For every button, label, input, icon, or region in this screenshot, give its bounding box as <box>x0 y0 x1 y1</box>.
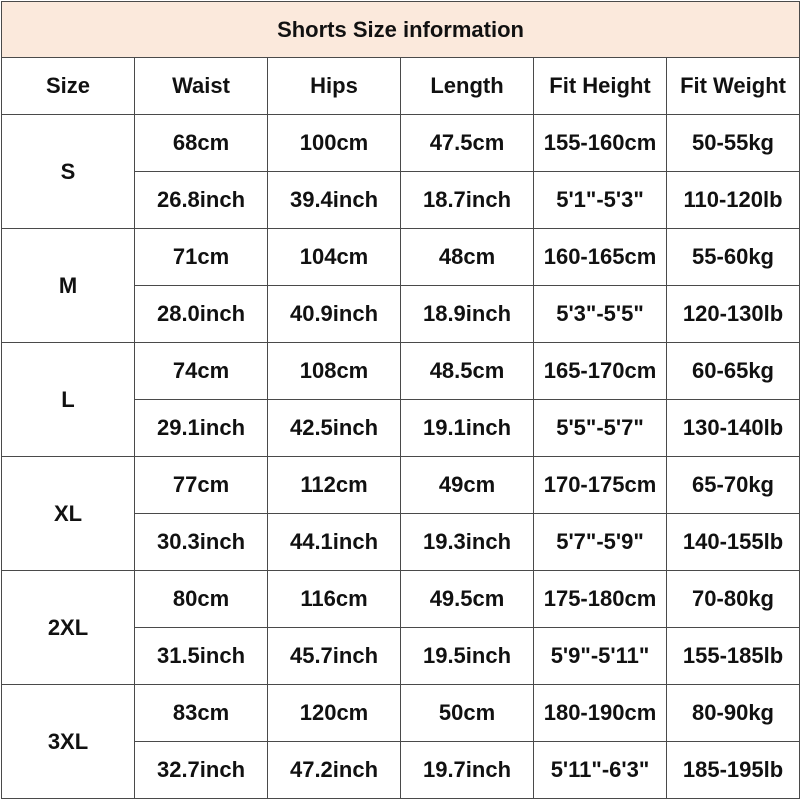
cell-waist-cm: 83cm <box>135 685 268 742</box>
cell-length-inch: 19.3inch <box>401 514 534 571</box>
cell-fit-height-inch: 5'7"-5'9" <box>534 514 667 571</box>
cell-fit-height-inch: 5'9"-5'11" <box>534 628 667 685</box>
cell-length-cm: 47.5cm <box>401 115 534 172</box>
cell-waist-inch: 32.7inch <box>135 742 268 799</box>
header-length: Length <box>401 58 534 115</box>
cell-fit-height-inch: 5'1"-5'3" <box>534 172 667 229</box>
table-row <box>2 685 800 742</box>
cell-length-inch: 18.7inch <box>401 172 534 229</box>
cell-fit-weight-cm: 55-60kg <box>667 229 800 286</box>
title-row <box>2 2 800 58</box>
cell-hips-cm: 120cm <box>268 685 401 742</box>
cell-fit-weight-cm: 80-90kg <box>667 685 800 742</box>
cell-hips-cm: 116cm <box>268 571 401 628</box>
cell-fit-weight-cm: 60-65kg <box>667 343 800 400</box>
cell-waist-cm: 68cm <box>135 115 268 172</box>
cell-hips-cm: 100cm <box>268 115 401 172</box>
header-row <box>2 58 800 115</box>
header-fit-height: Fit Height <box>534 58 667 115</box>
cell-fit-weight-inch: 155-185lb <box>667 628 800 685</box>
cell-fit-height-inch: 5'5"-5'7" <box>534 400 667 457</box>
cell-fit-weight-inch: 110-120lb <box>667 172 800 229</box>
cell-fit-weight-inch: 120-130lb <box>667 286 800 343</box>
cell-length-cm: 49cm <box>401 457 534 514</box>
cell-waist-cm: 71cm <box>135 229 268 286</box>
cell-fit-weight-cm: 50-55kg <box>667 115 800 172</box>
cell-fit-weight-inch: 185-195lb <box>667 742 800 799</box>
cell-fit-height-cm: 175-180cm <box>534 571 667 628</box>
table-row <box>2 229 800 286</box>
cell-length-cm: 48.5cm <box>401 343 534 400</box>
cell-waist-cm: 74cm <box>135 343 268 400</box>
table-row <box>2 343 800 400</box>
cell-waist-inch: 31.5inch <box>135 628 268 685</box>
cell-fit-height-cm: 165-170cm <box>534 343 667 400</box>
cell-waist-inch: 28.0inch <box>135 286 268 343</box>
table-row <box>2 457 800 514</box>
cell-length-inch: 19.7inch <box>401 742 534 799</box>
cell-hips-inch: 45.7inch <box>268 628 401 685</box>
cell-waist-cm: 80cm <box>135 571 268 628</box>
size-label: 3XL <box>2 685 135 799</box>
cell-fit-weight-cm: 65-70kg <box>667 457 800 514</box>
cell-length-cm: 50cm <box>401 685 534 742</box>
header-waist: Waist <box>135 58 268 115</box>
cell-fit-height-cm: 170-175cm <box>534 457 667 514</box>
size-label: XL <box>2 457 135 571</box>
cell-fit-height-inch: 5'3"-5'5" <box>534 286 667 343</box>
cell-hips-cm: 108cm <box>268 343 401 400</box>
header-hips: Hips <box>268 58 401 115</box>
cell-length-inch: 18.9inch <box>401 286 534 343</box>
cell-hips-inch: 42.5inch <box>268 400 401 457</box>
header-fit-weight: Fit Weight <box>667 58 800 115</box>
cell-waist-inch: 26.8inch <box>135 172 268 229</box>
cell-hips-inch: 40.9inch <box>268 286 401 343</box>
cell-waist-inch: 30.3inch <box>135 514 268 571</box>
cell-hips-cm: 112cm <box>268 457 401 514</box>
cell-fit-height-cm: 180-190cm <box>534 685 667 742</box>
cell-length-cm: 49.5cm <box>401 571 534 628</box>
cell-hips-inch: 47.2inch <box>268 742 401 799</box>
cell-hips-inch: 39.4inch <box>268 172 401 229</box>
cell-waist-inch: 29.1inch <box>135 400 268 457</box>
table-row <box>2 571 800 628</box>
header-size: Size <box>2 58 135 115</box>
cell-hips-cm: 104cm <box>268 229 401 286</box>
size-chart-table <box>1 1 800 799</box>
cell-hips-inch: 44.1inch <box>268 514 401 571</box>
size-label: S <box>2 115 135 229</box>
table-row <box>2 115 800 172</box>
cell-fit-height-cm: 160-165cm <box>534 229 667 286</box>
cell-fit-weight-cm: 70-80kg <box>667 571 800 628</box>
cell-waist-cm: 77cm <box>135 457 268 514</box>
table-title: Shorts Size information <box>2 2 800 58</box>
size-label: 2XL <box>2 571 135 685</box>
cell-fit-height-cm: 155-160cm <box>534 115 667 172</box>
cell-length-inch: 19.1inch <box>401 400 534 457</box>
cell-fit-height-inch: 5'11"-6'3" <box>534 742 667 799</box>
size-label: L <box>2 343 135 457</box>
cell-fit-weight-inch: 130-140lb <box>667 400 800 457</box>
cell-length-inch: 19.5inch <box>401 628 534 685</box>
cell-length-cm: 48cm <box>401 229 534 286</box>
size-label: M <box>2 229 135 343</box>
cell-fit-weight-inch: 140-155lb <box>667 514 800 571</box>
